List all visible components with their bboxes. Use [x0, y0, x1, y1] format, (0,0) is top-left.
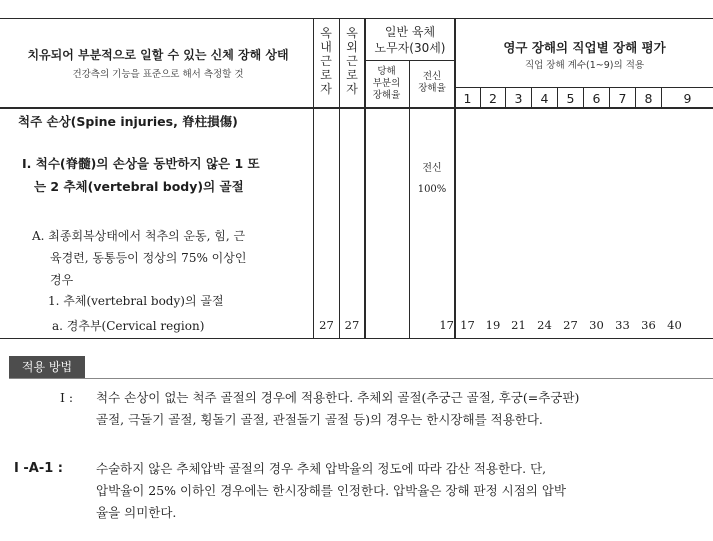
- col-header-general-worker: 일반 육체 노무자(30세): [374, 25, 446, 55]
- table-top-border: [0, 18, 713, 19]
- item-A: A. 최종회복상태에서 척추의 운동, 힘, 근 육경련, 동통등이 정상의 75% 이상인 경우: [32, 229, 247, 287]
- col-divider: [313, 18, 314, 338]
- row-a-class-value: 30: [589, 318, 604, 332]
- row-a-class-value: 36: [641, 318, 656, 332]
- item-I: I. 척수(脊髓)의 손상을 동반하지 않은 1 또 는 2 추체(vertebral body)의 골절: [22, 156, 260, 194]
- row-a-class-value: 27: [563, 318, 578, 332]
- class-number: 4: [540, 91, 549, 106]
- class-number: 3: [514, 91, 523, 106]
- class-number: 1: [463, 91, 472, 106]
- section-title: 척주 손상(Spine injuries, 脊柱損傷): [18, 114, 238, 129]
- header-subtitle: 건강측의 기능을 표준으로 해서 측정할 것: [72, 69, 244, 80]
- rule-IA1-marker: I -A-1 :: [14, 461, 63, 476]
- row-a-class-value: 17: [460, 318, 475, 332]
- rule-IA1-text: 수술하지 않은 추체압박 골절의 경우 추체 압박율의 정도에 따라 감산 적용한다. 단, 압박율이 25% 이하인 경우에는 한시장해를 인정한다. 압박율은 장해 판정 시점의 압박 율을 의미한다.: [96, 461, 566, 520]
- class-number: 9: [683, 91, 692, 106]
- subheader-line: [364, 60, 455, 61]
- row-a-class-value: 33: [615, 318, 630, 332]
- col-header-indoor-worker: 옥 내 근 로 자: [320, 26, 332, 96]
- item-1: 1. 추체(vertebral body)의 골절: [48, 294, 224, 308]
- class-number: 8: [644, 91, 653, 106]
- row-a-class-value: 24: [537, 318, 552, 332]
- col-header-whole-body-disability: 전신 장해율: [418, 71, 446, 94]
- col-header-permanent-title: 영구 장해의 직업별 장해 평가: [503, 40, 666, 55]
- header-title: 치유되어 부분적으로 일할 수 있는 신체 장해 상태: [27, 48, 289, 62]
- col-header-partial-disability: 당해 부분의 장해율: [372, 66, 401, 101]
- class-number: 6: [592, 91, 601, 106]
- application-title: 적용 방법: [9, 356, 85, 378]
- row-a-class-value: 21: [511, 318, 526, 332]
- col-header-outdoor-worker: 옥 외 근 로 자: [346, 26, 358, 96]
- subheader-line: [454, 87, 713, 88]
- row-a-indoor: 27: [319, 318, 334, 332]
- row-a-outdoor: 27: [344, 318, 360, 332]
- col-header-permanent-subtitle: 직업 장해 계수(1~9)의 적용: [524, 60, 645, 71]
- row-a-whole-body: 17: [439, 318, 454, 332]
- class-number: 2: [489, 91, 497, 106]
- col-divider: [339, 18, 340, 338]
- application-rule: [9, 378, 713, 379]
- class-number: 5: [566, 91, 575, 106]
- rule-I-text: 척수 손상이 없는 척주 골절의 경우에 적용한다. 추체외 골절(추궁근 골절, 후궁(=추궁판) 골절, 극돌기 골절, 횡돌기 골절, 관절돌기 골절 등)의 경우는 한시장해를 적용한다.: [96, 390, 580, 427]
- table-header-bottom-border: [0, 107, 713, 109]
- class-number: 7: [618, 91, 627, 106]
- table-bottom-border: [0, 338, 713, 339]
- row-a-class-value: 40: [667, 318, 682, 332]
- row-a-label: a. 경추부(Cervical region): [52, 319, 205, 333]
- rule-I-marker: I :: [60, 390, 74, 405]
- whole-body-note: 전신 100%: [417, 163, 447, 195]
- row-a-class-value: 19: [485, 318, 501, 332]
